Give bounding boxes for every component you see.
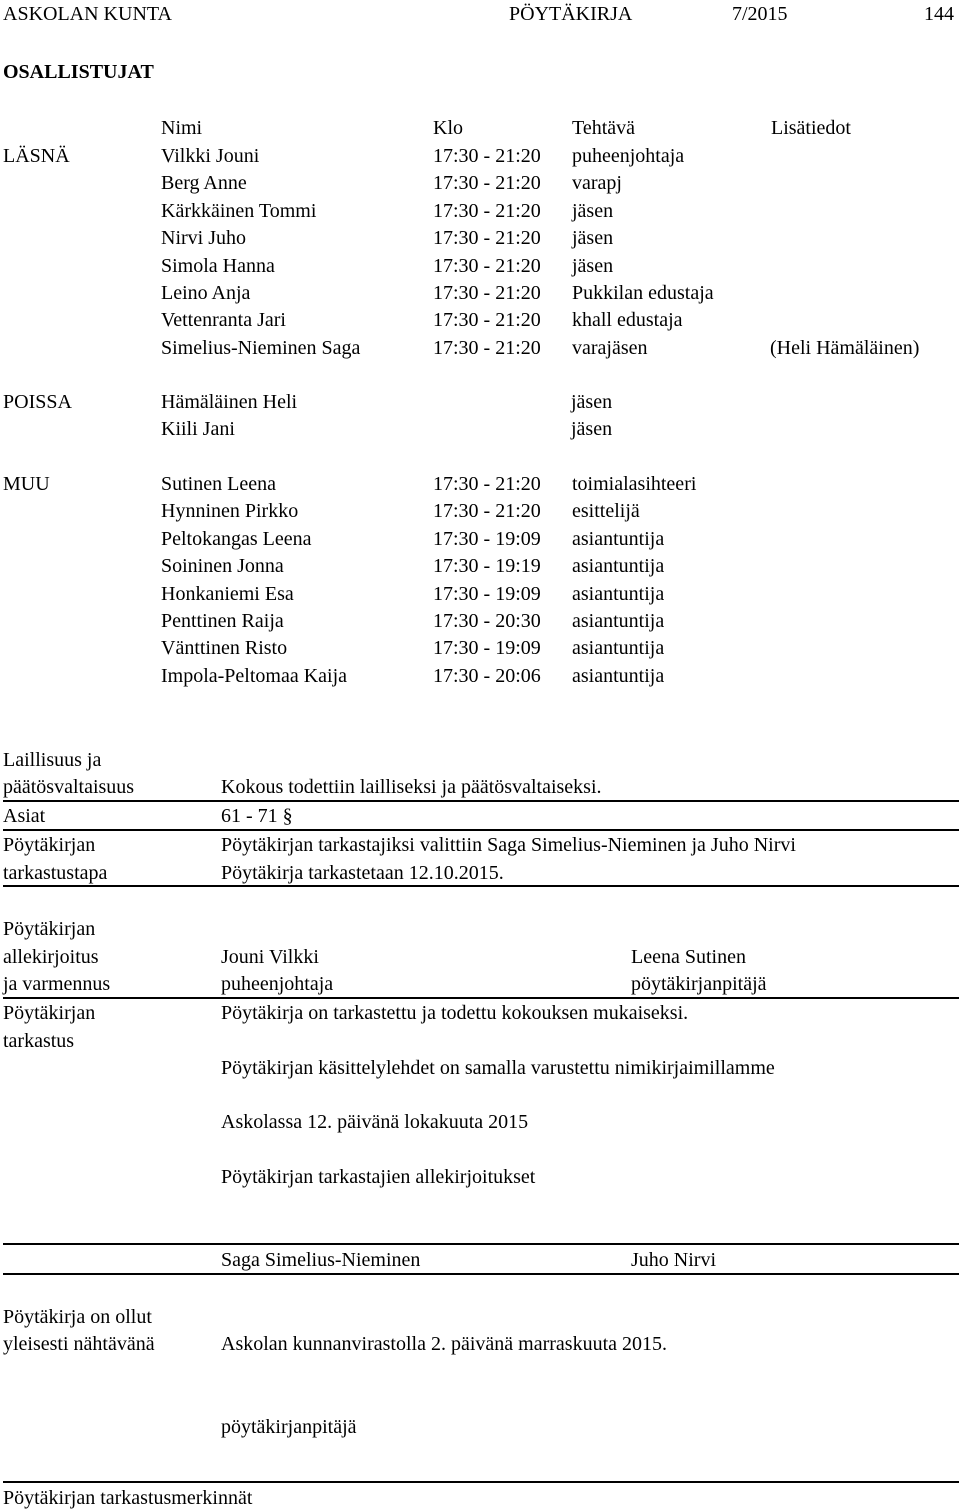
participant-role: asiantuntija (572, 637, 665, 659)
participant-time: 17:30 - 19:09 (433, 637, 541, 659)
participant-time: 17:30 - 19:19 (433, 555, 541, 577)
legality-label-line1: Laillisuus ja (3, 749, 102, 771)
participant-time: 17:30 - 21:20 (433, 172, 541, 194)
legality-text: Kokous todettiin lailliseksi ja päätösvaltaiseksi. (221, 776, 602, 798)
participant-time: 17:30 - 21:20 (433, 227, 541, 249)
participant-name: Simelius-Nieminen Saga (161, 337, 361, 359)
section-title: OSALLISTUJAT (3, 61, 154, 83)
divider (3, 885, 959, 887)
participant-name: Sutinen Leena (161, 473, 276, 495)
participant-time: 17:30 - 20:06 (433, 665, 541, 687)
participant-time: 17:30 - 19:09 (433, 528, 541, 550)
participant-name: Honkaniemi Esa (161, 583, 294, 605)
secretary-name: Leena Sutinen (631, 946, 746, 968)
participant-time: 17:30 - 21:20 (433, 145, 541, 167)
column-header-name: Nimi (161, 117, 203, 139)
review-place-date: Askolassa 12. päivänä lokakuuta 2015 (221, 1111, 529, 1133)
participant-role: asiantuntija (572, 528, 665, 550)
group-label: LÄSNÄ (3, 145, 70, 167)
participant-name: Impola-Peltomaa Kaija (161, 665, 348, 687)
participant-time: 17:30 - 20:30 (433, 610, 541, 632)
footer-label: Pöytäkirjan tarkastusmerkinnät (3, 1487, 253, 1509)
review-method-text-line2: Pöytäkirja tarkastetaan 12.10.2015. (221, 862, 504, 884)
participant-name: Nirvi Juho (161, 227, 246, 249)
participant-time: 17:30 - 21:20 (433, 500, 541, 522)
review-text-1: Pöytäkirja on tarkastettu ja todettu kokouksen mukaiseksi. (221, 1002, 689, 1024)
matters-label: Asiat (3, 805, 46, 827)
participant-role: varapj (572, 172, 622, 194)
participant-role: asiantuntija (572, 583, 665, 605)
participant-time: 17:30 - 21:20 (433, 473, 541, 495)
review-text-2: Pöytäkirjan käsittelylehdet on samalla varustettu nimikirjaimillamme (221, 1057, 775, 1079)
participant-name: Kiili Jani (161, 418, 235, 440)
participant-role: asiantuntija (572, 610, 665, 632)
page-number: 144 (924, 3, 954, 25)
divider (3, 1481, 959, 1483)
participant-role: khall edustaja (572, 309, 683, 331)
participant-time: 17:30 - 21:20 (433, 255, 541, 277)
document-type: PÖYTÄKIRJA (509, 3, 633, 25)
legality-label-line2: päätösvaltaisuus (3, 776, 135, 798)
column-header-time: Klo (433, 117, 463, 139)
participant-notes: (Heli Hämäläinen) (770, 337, 920, 359)
column-header-notes: Lisätiedot (771, 117, 851, 139)
divider (3, 1243, 959, 1245)
chair-title: puheenjohtaja (221, 973, 334, 995)
participant-role: Pukkilan edustaja (572, 282, 714, 304)
participant-role: asiantuntija (572, 665, 665, 687)
participant-name: Hynninen Pirkko (161, 500, 299, 522)
signing-label-line2: allekirjoitus (3, 946, 99, 968)
group-label: POISSA (3, 391, 72, 413)
participant-name: Hämäläinen Heli (161, 391, 298, 413)
document-number: 7/2015 (732, 3, 788, 25)
divider (3, 1273, 959, 1275)
reviewer-2-name: Juho Nirvi (631, 1249, 716, 1271)
participant-name: Vettenranta Jari (161, 309, 286, 331)
participant-name: Berg Anne (161, 172, 247, 194)
participant-time: 17:30 - 21:20 (433, 309, 541, 331)
divider (3, 829, 959, 831)
participant-role: puheenjohtaja (572, 145, 685, 167)
participant-role: jäsen (572, 255, 614, 277)
public-display-text: Askolan kunnanvirastolla 2. päivänä marraskuuta 2015. (221, 1333, 667, 1355)
public-display-signer-title: pöytäkirjanpitäjä (221, 1416, 357, 1438)
participant-time: 17:30 - 21:20 (433, 200, 541, 222)
participant-name: Penttinen Raija (161, 610, 284, 632)
divider (3, 997, 959, 999)
participant-name: Kärkkäinen Tommi (161, 200, 317, 222)
participant-role: jäsen (571, 391, 613, 413)
participant-name: Vilkki Jouni (161, 145, 260, 167)
participant-time: 17:30 - 19:09 (433, 583, 541, 605)
signing-label-line1: Pöytäkirjan (3, 918, 96, 940)
divider (3, 800, 959, 802)
review-method-text-line1: Pöytäkirjan tarkastajiksi valittiin Saga Simelius-Nieminen ja Juho Nirvi (221, 834, 796, 856)
participant-name: Simola Hanna (161, 255, 275, 277)
column-header-role: Tehtävä (572, 117, 636, 139)
participant-name: Vänttinen Risto (161, 637, 288, 659)
participant-name: Peltokangas Leena (161, 528, 312, 550)
participant-time: 17:30 - 21:20 (433, 337, 541, 359)
public-display-label-line1: Pöytäkirja on ollut (3, 1306, 152, 1328)
municipality-name: ASKOLAN KUNTA (3, 3, 172, 25)
group-label: MUU (3, 473, 50, 495)
matters-value: 61 - 71 § (221, 805, 293, 827)
review-method-label-line2: tarkastustapa (3, 862, 108, 884)
review-signatures-label: Pöytäkirjan tarkastajien allekirjoitukset (221, 1166, 536, 1188)
secretary-title: pöytäkirjanpitäjä (631, 973, 767, 995)
signing-label-line3: ja varmennus (3, 973, 111, 995)
participant-time: 17:30 - 21:20 (433, 282, 541, 304)
public-display-label-line2: yleisesti nähtävänä (3, 1333, 155, 1355)
participant-role: jäsen (572, 227, 614, 249)
participant-role: jäsen (572, 200, 614, 222)
participant-role: jäsen (571, 418, 613, 440)
participant-role: asiantuntija (572, 555, 665, 577)
chair-name: Jouni Vilkki (221, 946, 319, 968)
review-label-line2: tarkastus (3, 1030, 75, 1052)
participant-name: Soininen Jonna (161, 555, 284, 577)
participant-name: Leino Anja (161, 282, 251, 304)
review-label-line1: Pöytäkirjan (3, 1002, 96, 1024)
participant-role: toimialasihteeri (572, 473, 697, 495)
review-method-label-line1: Pöytäkirjan (3, 834, 96, 856)
participant-role: varajäsen (572, 337, 648, 359)
reviewer-1-name: Saga Simelius-Nieminen (221, 1249, 421, 1271)
participant-role: esittelijä (572, 500, 640, 522)
